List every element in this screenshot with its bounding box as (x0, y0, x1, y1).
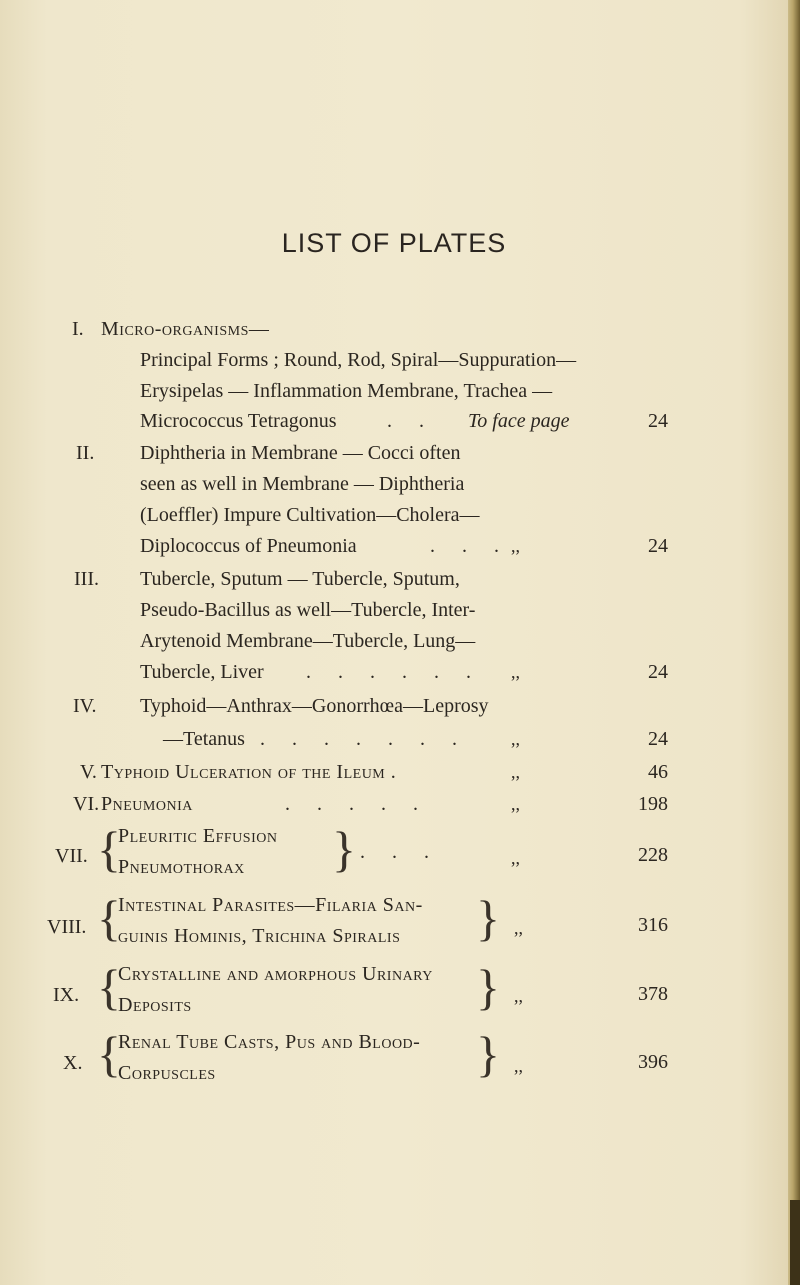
ditto-mark: ,, (511, 536, 520, 556)
page-number: 316 (638, 914, 668, 936)
plate-line: Renal Tube Casts, Pus and Blood- (118, 1031, 421, 1053)
ditto-mark: ,, (511, 762, 520, 782)
ditto-mark: ,, (514, 986, 523, 1006)
plate-line: Erysipelas — Inflammation Membrane, Trachea — (140, 380, 553, 402)
leader-dots: . . . . . . . (260, 728, 468, 750)
left-brace: { (97, 959, 121, 1015)
plate-line: Typhoid Ulceration of the Ileum . (101, 761, 397, 783)
plate-line: Diphtheria in Membrane — Cocci often (140, 442, 461, 464)
plate-line: Diplococcus of Pneumonia (140, 535, 357, 557)
ditto-mark: ,, (511, 794, 520, 814)
page-title: LIST OF PLATES (281, 228, 507, 258)
plate-line: Corpuscles (118, 1062, 216, 1084)
right-brace: } (332, 821, 356, 877)
plate-line: Micrococcus Tetragonus (140, 410, 337, 432)
left-brace: { (97, 890, 121, 946)
page-number: 24 (648, 661, 668, 683)
page-number: 198 (638, 793, 668, 815)
page-edge (788, 0, 800, 1285)
plate-line: Pleuritic Effusion (118, 825, 278, 847)
ditto-mark: ,, (511, 729, 520, 749)
plate-numeral: X. (63, 1052, 83, 1074)
plate-line: Deposits (118, 994, 192, 1016)
plate-numeral: VI. (73, 793, 100, 815)
plate-line: Tubercle, Sputum — Tubercle, Sputum, (140, 568, 460, 590)
left-brace: { (97, 821, 121, 877)
left-brace: { (97, 1026, 121, 1082)
plate-numeral: VIII. (47, 916, 87, 938)
ditto-mark: ,, (511, 662, 520, 682)
page-number: 228 (638, 844, 668, 866)
plate-line: Typhoid—Anthrax—Gonorrhœa—Leprosy (140, 695, 489, 717)
plate-numeral: III. (74, 568, 99, 590)
page-number: 46 (648, 761, 668, 783)
plate-line: seen as well in Membrane — Diphtheria (140, 473, 465, 495)
ditto-mark: ,, (511, 848, 520, 868)
page-number: 24 (648, 535, 668, 557)
ditto-mark: ,, (514, 918, 523, 938)
page-number: 396 (638, 1051, 668, 1073)
leader-dots: . . . (430, 535, 510, 557)
right-brace: } (476, 890, 500, 946)
plate-line: —Tetanus (163, 728, 245, 750)
page-edge-shadow (790, 1200, 800, 1285)
plate-numeral: V. (80, 761, 97, 783)
plate-line: Intestinal Parasites—Filaria San- (118, 894, 423, 916)
plate-line: Crystalline and amorphous Urinary (118, 963, 433, 985)
page-number: 378 (638, 983, 668, 1005)
page-number: 24 (648, 728, 668, 750)
plate-numeral: II. (76, 442, 95, 464)
plate-line: Tubercle, Liver (140, 661, 264, 683)
plate-numeral: I. (72, 318, 84, 340)
leader-dots: . . . . . (285, 793, 429, 815)
right-brace: } (476, 959, 500, 1015)
leader-dots: . . . . . . (306, 661, 482, 683)
plate-line: Principal Forms ; Round, Rod, Spiral—Suppuration— (140, 349, 577, 371)
page-number: 24 (648, 410, 668, 432)
leader-dots: . . . (360, 841, 440, 863)
ditto-mark: ,, (514, 1056, 523, 1076)
page-prefix: To face page (468, 410, 570, 432)
plate-numeral: VII. (55, 845, 88, 867)
plate-line: (Loeffler) Impure Cultivation—Cholera— (140, 504, 480, 526)
plate-line: Pseudo-Bacillus as well—Tubercle, Inter- (140, 599, 476, 621)
plate-numeral: IX. (53, 984, 80, 1006)
leader-dots: . . (387, 410, 435, 432)
plate-line: guinis Hominis, Trichina Spiralis (118, 925, 401, 947)
plate-numeral: IV. (73, 695, 97, 717)
plate-heading: Micro-organisms— (101, 318, 270, 340)
right-brace: } (476, 1026, 500, 1082)
plate-line: Pneumonia (101, 793, 193, 815)
plate-line: Pneumothorax (118, 856, 245, 878)
plate-line: Arytenoid Membrane—Tubercle, Lung— (140, 630, 476, 652)
